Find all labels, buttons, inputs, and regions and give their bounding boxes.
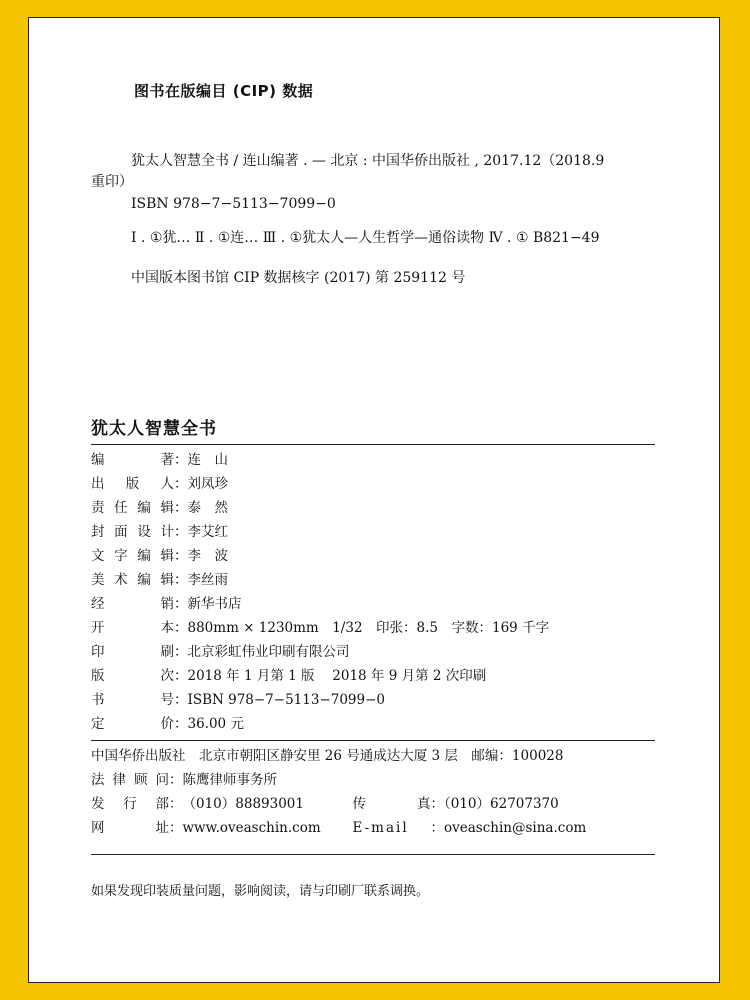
detail-value: 李艾红 bbox=[187, 524, 228, 540]
website-url[interactable]: www.oveaschin.com bbox=[182, 820, 321, 836]
detail-label: 书 号 bbox=[91, 692, 174, 708]
email-address[interactable]: oveaschin@sina.com bbox=[444, 820, 587, 836]
detail-label: 封面设计 bbox=[91, 524, 174, 540]
detail-value: 36.00 元 bbox=[187, 716, 244, 732]
cip-classification: Ⅰ . ①犹… Ⅱ . ①连… Ⅲ . ①犹太人—人生哲学—通俗读物 Ⅳ . ① B821−49 bbox=[131, 230, 600, 246]
fax-label: 传 真 bbox=[352, 796, 431, 812]
detail-value: ISBN 978−7−5113−7099−0 bbox=[187, 692, 386, 708]
detail-row-printer: 印 刷：北京彩虹伟业印刷有限公司 bbox=[91, 641, 350, 663]
quality-notice: 如果发现印装质量问题，影响阅读，请与印刷厂联系调换。 bbox=[91, 884, 430, 899]
detail-value: 连 山 bbox=[187, 452, 228, 468]
detail-label: 编 著 bbox=[91, 452, 174, 468]
divider-top bbox=[91, 444, 655, 445]
detail-value: 李 波 bbox=[187, 548, 228, 564]
legal-value: 陈鹰律师事务所 bbox=[182, 772, 277, 788]
detail-value: 880mm × 1230mm 1/32 印张：8.5 字数：169 千字 bbox=[187, 620, 550, 636]
cip-title: 图书在版编目 (CIP) 数据 bbox=[134, 82, 314, 100]
sales-row: 发 行 部：（010）88893001 传 真：（010）62707370 bbox=[91, 793, 559, 815]
detail-row-isbn: 书 号：ISBN 978−7−5113−7099−0 bbox=[91, 689, 385, 711]
legal-advisor-row: 法律顾问：陈鹰律师事务所 bbox=[91, 769, 277, 791]
copyright-page bbox=[28, 17, 720, 983]
publisher-address: 中国华侨出版社 北京市朝阳区静安里 26 号通成达大厦 3 层 邮编：100028 bbox=[91, 748, 564, 764]
detail-value: 李丝雨 bbox=[187, 572, 228, 588]
detail-row-format: 开 本：880mm × 1230mm 1/32 印张：8.5 字数：169 千字 bbox=[91, 617, 549, 639]
legal-label: 法律顾问 bbox=[91, 772, 169, 788]
detail-label: 出 版 人 bbox=[91, 476, 174, 492]
web-row: 网 址：www.oveaschin.com E-mail ：oveaschin@sina.com bbox=[91, 817, 586, 839]
cip-isbn: ISBN 978−7−5113−7099−0 bbox=[131, 196, 336, 212]
detail-row-price: 定 价：36.00 元 bbox=[91, 713, 244, 735]
detail-label: 文字编辑 bbox=[91, 548, 174, 564]
divider-middle bbox=[91, 740, 655, 741]
detail-row-distributor: 经 销：新华书店 bbox=[91, 593, 242, 615]
email-label: E-mail bbox=[352, 820, 409, 836]
detail-label: 美术编辑 bbox=[91, 572, 174, 588]
detail-value: 北京彩虹伟业印刷有限公司 bbox=[187, 644, 350, 660]
detail-label: 开 本 bbox=[91, 620, 174, 636]
detail-row-art-editor: 美术编辑：李丝雨 bbox=[91, 569, 228, 591]
detail-label: 经 销 bbox=[91, 596, 174, 612]
fax-number: （010）62707370 bbox=[444, 796, 559, 812]
divider-bottom bbox=[91, 854, 655, 855]
detail-row-publisher-person: 出 版 人：刘凤珍 bbox=[91, 473, 228, 495]
detail-value: 新华书店 bbox=[187, 596, 242, 612]
detail-row-editor: 责任编辑：泰 然 bbox=[91, 497, 228, 519]
detail-label: 责任编辑 bbox=[91, 500, 174, 516]
cip-entry-line2: 重印） bbox=[91, 174, 133, 190]
detail-value: 2018 年 1 月第 1 版 2018 年 9 月第 2 次印刷 bbox=[187, 668, 487, 684]
detail-row-cover-design: 封面设计：李艾红 bbox=[91, 521, 228, 543]
book-title: 犹太人智慧全书 bbox=[91, 419, 217, 439]
detail-label: 定 价 bbox=[91, 716, 174, 732]
cip-catalog-number: 中国版本图书馆 CIP 数据核字 (2017) 第 259112 号 bbox=[131, 270, 466, 286]
detail-label: 版 次 bbox=[91, 668, 174, 684]
sales-phone: （010）88893001 bbox=[182, 796, 304, 812]
detail-label: 印 刷 bbox=[91, 644, 174, 660]
detail-row-edition: 版 次：2018 年 1 月第 1 版 2018 年 9 月第 2 次印刷 bbox=[91, 665, 486, 687]
detail-row-author: 编 著：连 山 bbox=[91, 449, 228, 471]
detail-value: 泰 然 bbox=[187, 500, 228, 516]
detail-row-text-editor: 文字编辑：李 波 bbox=[91, 545, 228, 567]
web-label: 网 址 bbox=[91, 820, 169, 836]
detail-value: 刘凤珍 bbox=[187, 476, 228, 492]
sales-label: 发 行 部 bbox=[91, 796, 169, 812]
cip-entry-line1: 犹太人智慧全书 / 连山编著 . — 北京 : 中国华侨出版社 , 2017.12（2018.9 bbox=[131, 153, 605, 169]
